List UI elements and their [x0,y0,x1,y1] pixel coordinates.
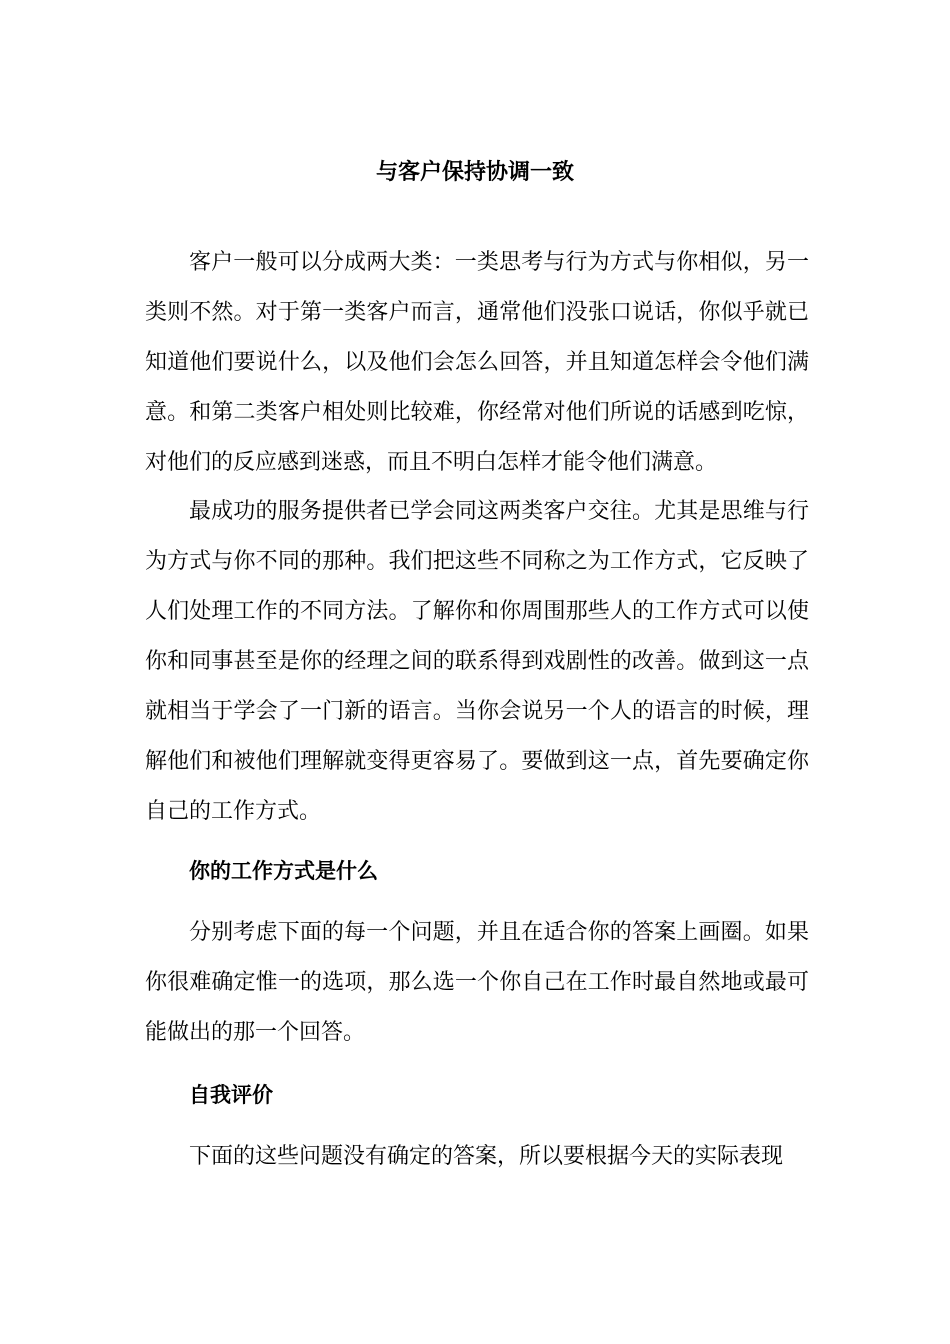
paragraph-self-assessment: 下面的这些问题没有确定的答案，所以要根据今天的实际表现 [189,1144,784,1169]
paragraph-instructions: 分别考虑下面的每一个问题，并且在适合你的答案上画圈。如果你很难确定惟一的选项，那么选一个你自己在工作时最自然地或最可能做出的那一个回答。 [145,920,809,1045]
section-heading-work-style: 你的工作方式是什么 [189,859,378,883]
document-title: 与客户保持协调一致 [375,160,574,185]
section-heading-self-assessment: 自我评价 [189,1083,273,1107]
paragraph-customer-types: 客户一般可以分成两大类：一类思考与行为方式与你相似，另一类则不然。对于第一类客户而言，通常他们没张口说话，你似乎就已知道他们要说什么，以及他们会怎么回答，并且知道怎样会令他们满意。和第二类客户相处则比较难，你经常对他们所说的话感到吃惊，对他们的反应感到迷惑，而且不明白怎样才能令他们满意。 [145,250,809,475]
paragraph-work-styles: 最成功的服务提供者已学会同这两类客户交往。尤其是思维与行为方式与你不同的那种。我们把这些不同称之为工作方式，它反映了人们处理工作的不同方法。了解你和你周围那些人的工作方式可以使你和同事甚至是你的经理之间的联系得到戏剧性的改善。做到这一点就相当于学会了一门新的语言。当你会说另一个人的语言的时候，理解他们和被他们理解就变得更容易了。要做到这一点，首先要确定你自己的工作方式。 [145,499,809,824]
